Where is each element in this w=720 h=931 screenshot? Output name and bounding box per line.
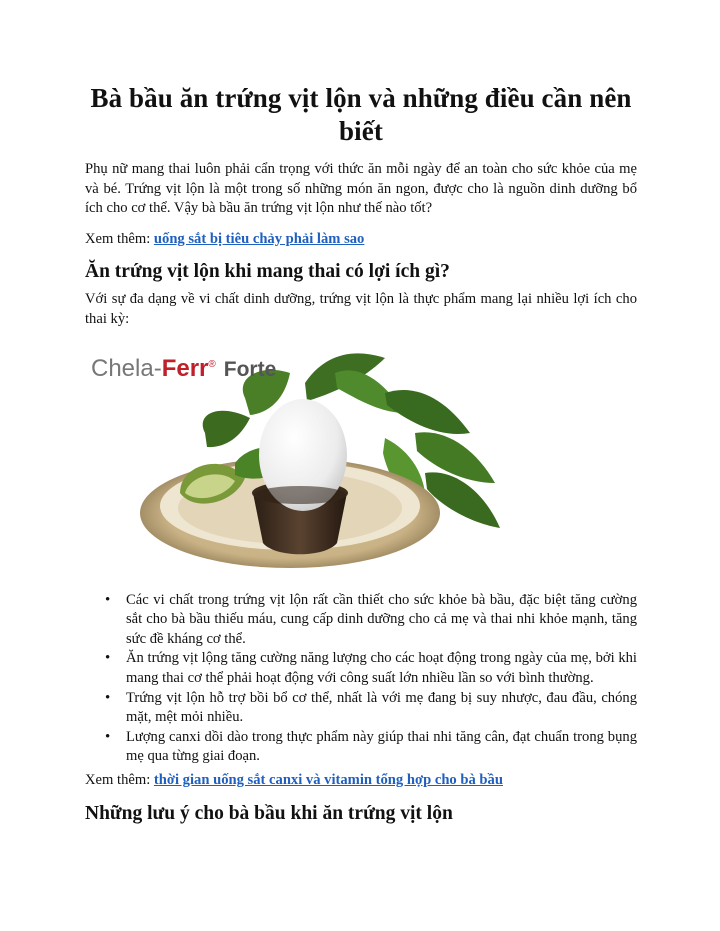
see-also-label: Xem thêm:	[85, 230, 154, 247]
brand-logo	[91, 351, 276, 384]
benefits-list	[85, 591, 637, 767]
list-item: • Trứng vịt lộn hỗ trợ bồi bổ cơ thể, nhất là với mẹ đang bị suy nhược, đau đầu, chóng mặt, mệt mỏi nhiều.	[126, 689, 637, 728]
list-item: • Lượng canxi dồi dào trong thực phẩm này giúp thai nhi tăng cân, đạt chuẩn trong bụng mẹ qua từng giai đoạn.	[126, 728, 637, 767]
page-title: Bà bầu ăn trứng vịt lộn và những điều cần nên biết	[90, 83, 632, 146]
see-also-1	[85, 230, 637, 250]
list-item: • Ăn trứng vịt lộng tăng cường năng lượng cho các hoạt động trong ngày của mẹ, bởi khi mang thai cơ thể phải hoạt động với công suất lớn nhiều lần so với bình thường.	[126, 649, 637, 688]
brand-text-b: Ferr	[161, 354, 209, 382]
document-page	[85, 82, 637, 826]
brand-text-c: Forte	[223, 357, 277, 381]
see-also-label: Xem thêm:	[85, 771, 154, 788]
section-lead-paragraph: Với sự đa dạng về vi chất dinh dưỡng, trứng vịt lộn là thực phẩm mang lại nhiều lợi ích cho thai kỳ:	[85, 291, 637, 327]
brand-text-a: Chela-	[91, 354, 162, 382]
brand-registered-mark: ®	[208, 358, 216, 370]
see-also-link-1[interactable]: uống sắt bị tiêu chảy phải làm sao	[153, 230, 365, 247]
section-heading-benefits: Ăn trứng vịt lộn khi mang thai có lợi ích gì?	[85, 261, 450, 283]
section-heading-notes: Những lưu ý cho bà bầu khi ăn trứng vịt lộn	[85, 802, 453, 824]
see-also-2	[85, 771, 637, 791]
list-item: • Các vi chất trong trứng vịt lộn rất cần thiết cho sức khỏe bà bầu, đặc biệt tăng cường sắt cho bà bầu thiếu máu, cung cấp dinh dưỡng cho cả mẹ và thai nhi khỏe mạnh, tăng sức đề kháng cơ thể.	[126, 591, 637, 650]
intro-paragraph: Phụ nữ mang thai luôn phải cẩn trọng với thức ăn mỗi ngày để an toàn cho sức khỏe của mẹ và bé. Trứng vịt lộn là một trong số những món ăn ngon, được cho là nguồn dinh dưỡng bổ ích cho cơ thể. Vậy bà bầu ăn trứng vịt lộn như thế nào tốt?	[85, 161, 637, 217]
see-also-link-2[interactable]: thời gian uống sắt canxi và vitamin tổng hợp cho bà bầu	[153, 771, 503, 788]
balut-photo	[85, 343, 523, 577]
